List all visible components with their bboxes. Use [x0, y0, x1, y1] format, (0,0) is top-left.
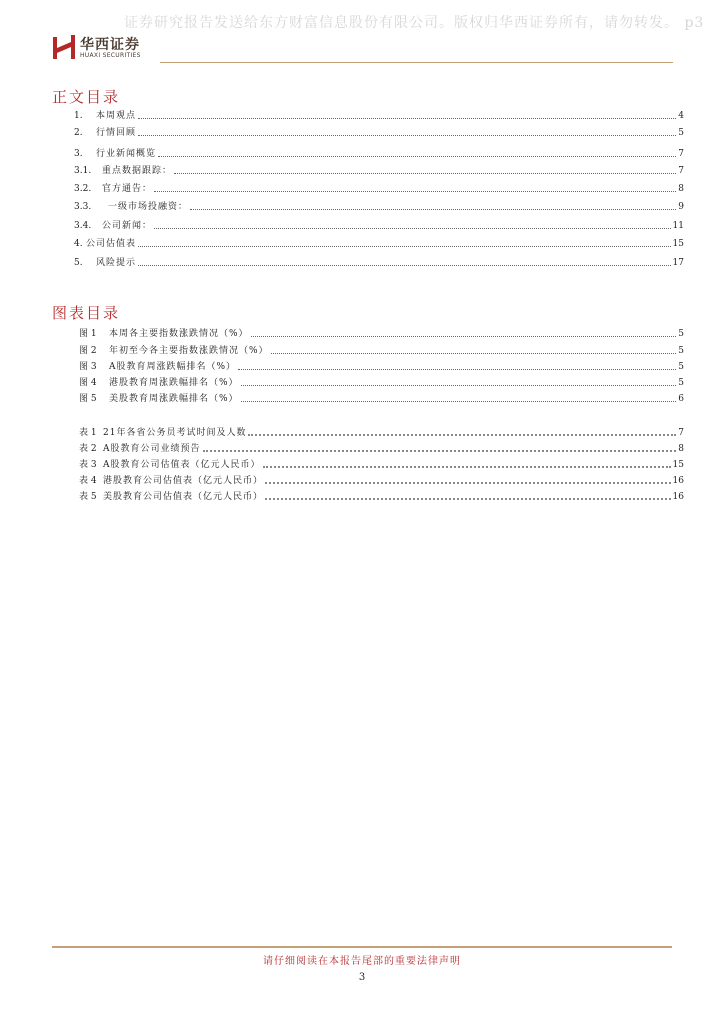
leader-dots: [138, 245, 671, 247]
toc-item-number: 4.: [74, 239, 83, 249]
leader-dots: [138, 117, 676, 119]
logo-name-en: HUAXI SECURITIES: [80, 52, 141, 59]
toc-item-4[interactable]: [74, 236, 684, 250]
figure-item-label: A股教育周涨跌幅排名（%）: [109, 362, 237, 372]
toc-item-page: 15: [672, 239, 684, 249]
leader-dots: [241, 400, 677, 402]
toc-item-3-4[interactable]: [74, 218, 684, 232]
toc-item-label: 本周观点: [96, 111, 137, 121]
leader-dots: [265, 481, 671, 484]
toc-item-label: 公司估值表: [86, 239, 137, 249]
figure-item-4[interactable]: [79, 375, 684, 389]
toc-item-number: 2.: [74, 128, 83, 138]
table-item-label: 21年各省公务员考试时间及人数: [103, 428, 247, 438]
leader-dots: [203, 449, 677, 452]
header-rule: [160, 62, 673, 63]
toc-item-1[interactable]: [74, 108, 684, 122]
watermark-text: 证券研究报告发送给东方财富信息股份有限公司。版权归华西证券所有，请勿转发。 p3: [124, 15, 705, 31]
table-item-page: 16: [672, 492, 684, 502]
figure-item-page: 5: [678, 329, 684, 339]
toc-item-3-3[interactable]: [74, 199, 684, 213]
toc-item-3[interactable]: [74, 146, 684, 160]
leader-dots: [238, 368, 676, 370]
toc-item-label: 一级市场投融资：: [108, 202, 189, 212]
table-item-label: A股教育公司估值表（亿元人民币）: [103, 460, 261, 470]
leader-dots: [138, 264, 671, 266]
figure-item-1[interactable]: [79, 326, 684, 340]
figure-item-label: 年初至今各主要指数涨跌情况（%）: [109, 346, 269, 356]
leader-dots: [138, 134, 676, 136]
figure-item-page: 5: [678, 346, 684, 356]
leader-dots: [265, 497, 671, 500]
toc-item-2[interactable]: [74, 125, 684, 139]
figure-item-label: 美股教育周涨跌幅排名（%）: [109, 394, 239, 404]
table-item-5[interactable]: [79, 489, 684, 503]
toc-item-label: 行情回顾: [96, 128, 137, 138]
leader-dots: [251, 335, 677, 337]
figure-item-2[interactable]: [79, 343, 684, 357]
toc-item-number: 3.4.: [74, 221, 92, 231]
table-item-3[interactable]: [79, 457, 684, 471]
figures-title: 图表目录: [52, 304, 121, 322]
figure-item-5[interactable]: [79, 391, 684, 405]
table-item-page: 16: [672, 476, 684, 486]
figure-item-page: 5: [678, 362, 684, 372]
table-item-number: 表 3: [79, 460, 97, 470]
toc-item-label: 公司新闻：: [102, 221, 153, 231]
leader-dots: [154, 190, 676, 192]
table-item-number: 表 1: [79, 428, 97, 438]
toc-item-3-2[interactable]: [74, 181, 684, 195]
toc-title: 正文目录: [52, 88, 121, 106]
figure-item-label: 本周各主要指数涨跌情况（%）: [109, 329, 249, 339]
toc-item-3-1[interactable]: [74, 163, 684, 177]
toc-item-page: 9: [678, 202, 684, 212]
table-item-page: 15: [672, 460, 684, 470]
table-item-page: 8: [678, 444, 684, 454]
figure-item-number: 图 1: [79, 329, 97, 339]
leader-dots: [154, 227, 671, 229]
figure-item-number: 图 2: [79, 346, 97, 356]
toc-item-label: 风险提示: [96, 258, 137, 268]
toc-item-page: 8: [678, 184, 684, 194]
leader-dots: [271, 352, 677, 354]
figure-item-label: 港股教育周涨跌幅排名（%）: [109, 378, 239, 388]
table-item-number: 表 5: [79, 492, 97, 502]
toc-item-page: 4: [678, 111, 684, 121]
leader-dots: [190, 208, 676, 210]
toc-item-number: 3.3.: [74, 202, 92, 212]
table-item-label: A股教育公司业绩预告: [103, 444, 201, 454]
table-item-4[interactable]: [79, 473, 684, 487]
toc-item-page: 11: [672, 221, 684, 231]
footer-rule: [52, 946, 672, 948]
toc-item-page: 7: [678, 149, 684, 159]
table-item-1[interactable]: [79, 425, 684, 439]
logo-name-cn: 华西证券: [80, 37, 140, 53]
toc-item-page: 5: [678, 128, 684, 138]
toc-item-number: 3.1.: [74, 166, 92, 176]
table-item-label: 港股教育公司估值表（亿元人民币）: [103, 476, 264, 486]
table-item-2[interactable]: [79, 441, 684, 455]
toc-item-page: 7: [678, 166, 684, 176]
footer-disclaimer: 请仔细阅读在本报告尾部的重要法律声明: [263, 956, 461, 967]
table-item-number: 表 2: [79, 444, 97, 454]
page-number: 3: [358, 972, 366, 983]
toc-item-label: 重点数据跟踪：: [102, 166, 173, 176]
leader-dots: [241, 384, 677, 386]
leader-dots: [158, 155, 676, 157]
toc-item-number: 3.: [74, 149, 83, 159]
huaxi-logo: [52, 34, 162, 62]
toc-item-number: 5.: [74, 258, 83, 268]
figure-item-number: 图 3: [79, 362, 97, 372]
toc-item-label: 官方通告：: [102, 184, 153, 194]
table-item-page: 7: [678, 428, 684, 438]
figure-item-number: 图 4: [79, 378, 97, 388]
leader-dots: [174, 172, 676, 174]
figure-item-page: 5: [678, 378, 684, 388]
toc-item-5[interactable]: [74, 255, 684, 269]
leader-dots: [263, 465, 671, 468]
table-item-label: 美股教育公司估值表（亿元人民币）: [103, 492, 264, 502]
figure-item-number: 图 5: [79, 394, 97, 404]
toc-item-page: 17: [672, 258, 684, 268]
leader-dots: [248, 433, 676, 436]
huaxi-logo-icon: [52, 34, 76, 60]
figure-item-page: 6: [678, 394, 684, 404]
toc-item-number: 3.2.: [74, 184, 92, 194]
table-item-number: 表 4: [79, 476, 97, 486]
toc-item-label: 行业新闻概览: [96, 149, 157, 159]
figure-item-3[interactable]: [79, 359, 684, 373]
toc-item-number: 1.: [74, 111, 83, 121]
